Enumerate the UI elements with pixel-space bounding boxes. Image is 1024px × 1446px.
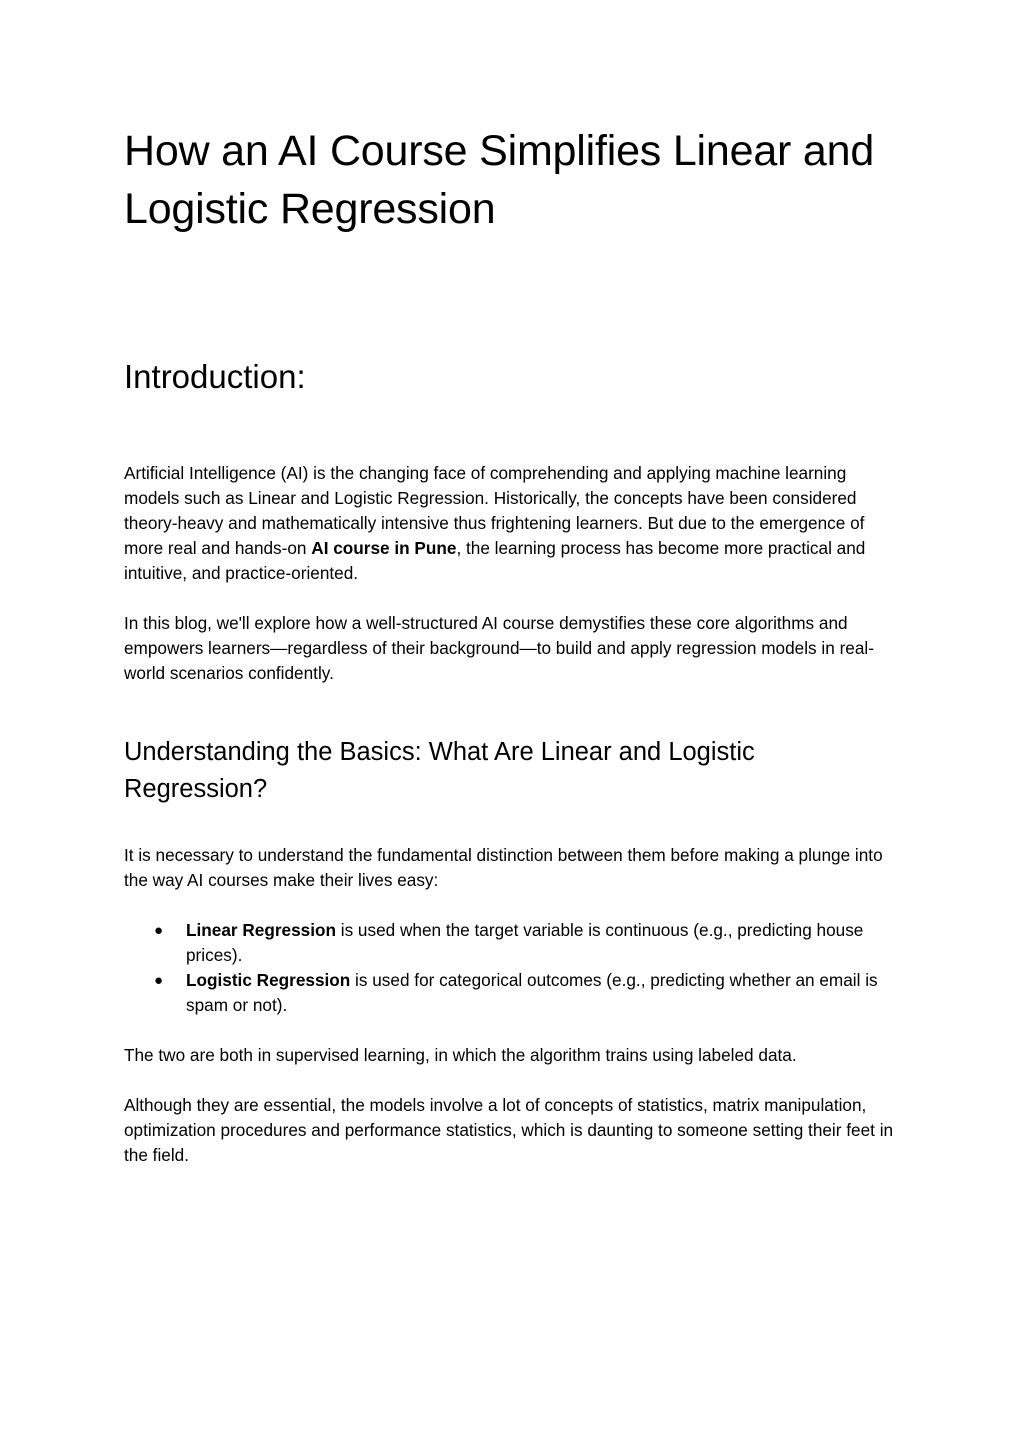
regression-types-list — [124, 918, 894, 1018]
bullet-icon: ● — [154, 972, 164, 989]
introduction-heading: Introduction: — [124, 358, 306, 395]
intro-p1-text-end: , the learning process has become more practical and intuitive, and practice-oriented. — [124, 538, 866, 583]
intro-paragraph-1 — [124, 461, 894, 586]
intro-p1-bold-phrase: AI course in Pune — [311, 538, 457, 558]
intro-p1-text-start: Artificial Intelligence (AI) is the changing face of comprehending and applying machine learning models such as Linear and Logistic Regression. Historically, the concepts have been considered theory-heavy and mathematically intensive thus frightening learners. But due to the emergence of more real and hands-on — [124, 463, 865, 558]
basics-paragraph-1: It is necessary to understand the fundamental distinction between them before making a plunge into the way AI courses make their lives easy: — [124, 845, 883, 890]
basics-heading: Understanding the Basics: What Are Linear and Logistic Regression? — [124, 738, 755, 803]
basics-paragraph-2: The two are both in supervised learning, in which the algorithm trains using labeled data. — [124, 1045, 797, 1065]
list-item-term: Logistic Regression — [186, 970, 351, 990]
document-title: How an AI Course Simplifies Linear and Logistic Regression — [124, 127, 875, 233]
list-item-description: is used for categorical outcomes (e.g., predicting whether an email is spam or not). — [186, 970, 878, 1015]
basics-paragraph-3: Although they are essential, the models involve a lot of concepts of statistics, matrix manipulation, optimization procedures and performance statistics, which is daunting to someone setting their feet in the field. — [124, 1095, 894, 1165]
intro-paragraph-2: In this blog, we'll explore how a well-structured AI course demystifies these core algorithms and empowers learners—regardless of their background—to build and apply regression models in real-world scenarios confidently. — [124, 613, 874, 683]
list-item-description: is used when the target variable is continuous (e.g., predicting house prices). — [186, 920, 864, 965]
list-item — [124, 968, 894, 1018]
bullet-icon: ● — [154, 922, 164, 939]
list-item-term: Linear Regression — [186, 920, 336, 940]
list-item — [124, 918, 894, 968]
